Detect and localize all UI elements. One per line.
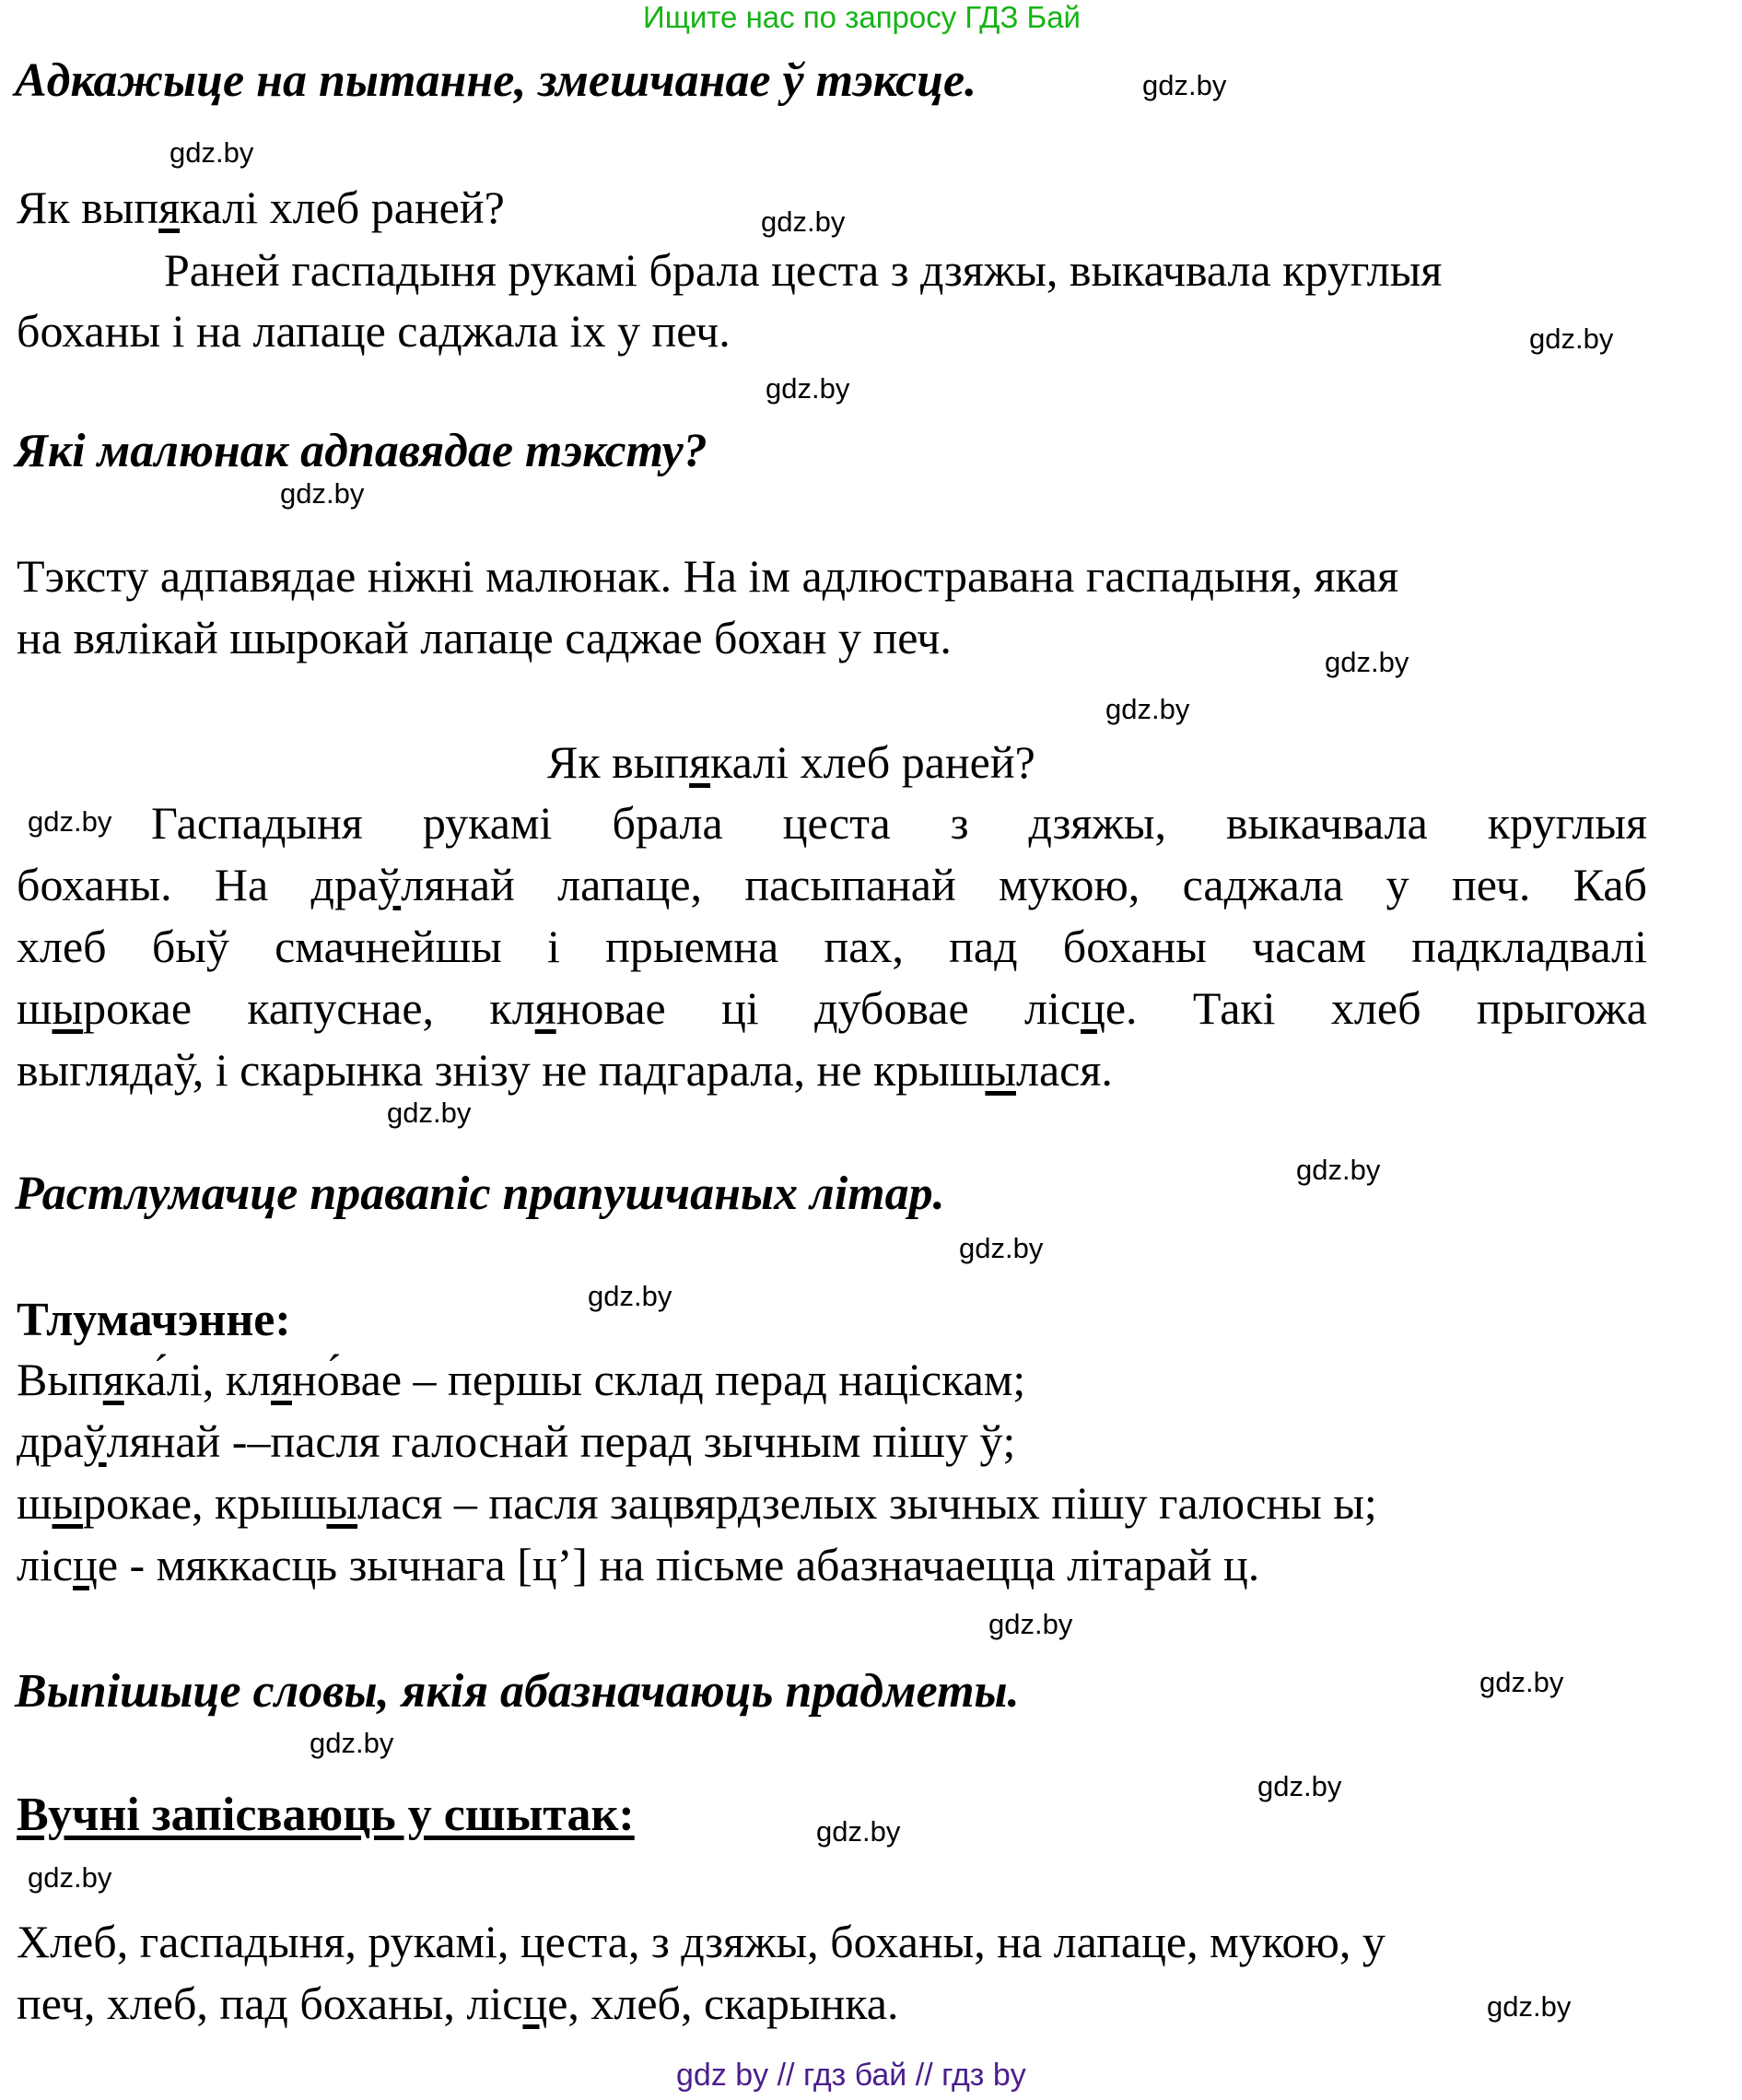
answer-4-line-2: печ, хлеб, пад боханы, лісце, хлеб, скарынка.	[17, 1977, 899, 2029]
watermark: gdz.by	[959, 1232, 1044, 1264]
watermark: gdz.by	[1487, 1990, 1572, 2023]
watermark: gdz.by	[1529, 323, 1614, 355]
explanation-line-3: шырокае, крышылася – пасля зацвярдзелых зычных пішу галосны ы;	[17, 1477, 1377, 1529]
watermark: gdz.by	[766, 372, 850, 405]
watermark: gdz.by	[28, 805, 112, 838]
answer-1-line-1: Раней гаспадыня рукамі брала цеста з дзяжы, выкачвала круглыя	[164, 244, 1443, 296]
watermark: gdz.by	[1296, 1154, 1381, 1186]
explanation-line-4: лісце - мяккасць зычнага [ц’] на пісьме абазначаецца літарай ц.	[17, 1539, 1260, 1590]
top-banner[interactable]: Ищите нас по запросу ГДЗ Бай	[643, 0, 1081, 34]
watermark: gdz.by	[170, 136, 254, 169]
explanation-line-1: Выпяка́лі, кляно́вае – першы склад перад націскам;	[17, 1354, 1026, 1405]
text-line-2: боханы. На драўлянай лапаце, пасыпанай мукою, саджала у печ. Каб	[17, 859, 1647, 910]
watermark: gdz.by	[816, 1815, 901, 1848]
text-line-3: хлеб быў смачнейшы і прыемна пах, пад боханы часам падкладвалі	[17, 921, 1647, 972]
watermark: gdz.by	[761, 205, 846, 238]
watermark: gdz.by	[310, 1727, 394, 1759]
watermark: gdz.by	[280, 477, 365, 510]
text-line-1: Гаспадыня рукамі брала цеста з дзяжы, выкачвала круглыя	[151, 797, 1647, 849]
text-line-4: шырокае капуснае, кляновае ці дубовае лісце. Такі хлеб прыгожа	[17, 982, 1647, 1034]
question-1-title: Як выпякалі хлеб раней?	[17, 182, 505, 233]
watermark: gdz.by	[28, 1861, 112, 1894]
watermark: gdz.by	[988, 1608, 1073, 1640]
answer-2-line-2: на вялікай шырокай лапаце саджае бохан у печ.	[17, 612, 952, 663]
notebook-heading: Вучні запісваюць у сшытак:	[17, 1789, 635, 1841]
watermark: gdz.by	[1142, 69, 1227, 101]
answer-1-line-2: боханы і на лапаце саджала іх у печ.	[17, 305, 731, 357]
text-title: Як выпякалі хлеб раней?	[547, 736, 1035, 788]
explanation-line-2: драўлянай -–пасля галоснай перад зычным пішу ў;	[17, 1415, 1016, 1467]
question-2: Які малюнак адпавядае тэксту?	[15, 425, 707, 477]
question-3: Растлумачце правапіс прапушчаных літар.	[15, 1167, 945, 1220]
watermark: gdz.by	[1479, 1666, 1564, 1698]
text-line-5: выглядаў, і скарынка знізу не падгарала, не крышылася.	[17, 1044, 1113, 1096]
watermark: gdz.by	[1105, 693, 1190, 725]
question-1: Адкажыце на пытанне, змешчанае ў тэксце.	[15, 54, 977, 107]
watermark: gdz.by	[387, 1097, 472, 1129]
watermark: gdz.by	[588, 1280, 672, 1312]
watermark: gdz.by	[1325, 646, 1409, 678]
footer-links[interactable]: gdz by // гдз бай // гдз by	[676, 2058, 1026, 2093]
question-4: Выпішыце словы, якія абазначаюць прадметы.	[15, 1665, 1020, 1718]
answer-4-line-1: Хлеб, гаспадыня, рукамі, цеста, з дзяжы, боханы, на лапаце, мукою, у	[17, 1916, 1385, 1967]
explanation-heading: Тлумачэнне:	[17, 1294, 291, 1346]
watermark: gdz.by	[1257, 1770, 1342, 1802]
answer-2-line-1: Тэксту адпавядае ніжні малюнак. На ім адлюстравана гаспадыня, якая	[17, 550, 1399, 602]
